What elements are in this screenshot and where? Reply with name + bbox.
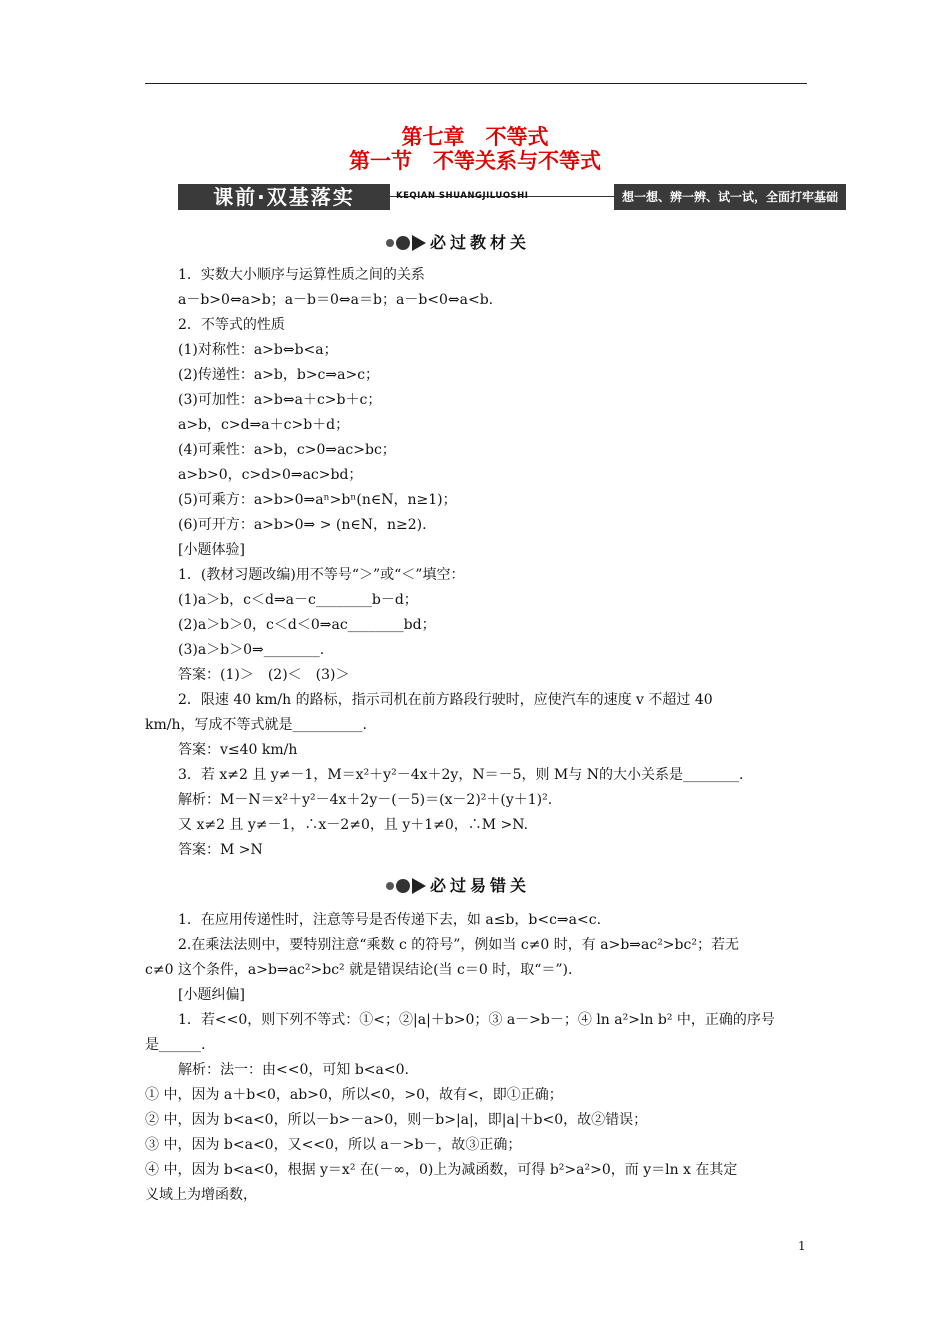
text-line: 答案：M >N	[178, 842, 263, 858]
text-line: 1．实数大小顺序与运算性质之间的关系	[178, 267, 425, 283]
text-line: ③ 中，因为 b<a<0，又<<0，所以 a－>b－，故③正确；	[145, 1137, 522, 1153]
text-line: 3．若 x≠2 且 y≠－1，M＝x²＋y²－4x＋2y，N＝－5，则 M与 N的大小关系是________.	[178, 767, 744, 783]
text-line: ④ 中，因为 b<a<0，根据 y＝x² 在(－∞，0)上为减函数，可得 b²>a²>0，而 y＝ln x 在其定	[145, 1162, 738, 1178]
banner-right-label: 想一想、辨一辨、试一试，全面打牢基础	[614, 184, 846, 210]
text-line: (6)可开方：a>b>0⇒ > (n∈N，n≥2).	[178, 517, 427, 533]
top-rule	[145, 83, 807, 84]
text-line: 1．(教材习题改编)用不等号“＞”或“＜”填空：	[178, 567, 465, 583]
text-line: 答案：v≤40 km/h	[178, 742, 298, 758]
text-line: ② 中，因为 b<a<0，所以－b>－a>0，则－b>|a|，即|a|＋b<0，故②错误；	[145, 1112, 648, 1128]
banner-left-label: 课前·双基落实	[178, 184, 390, 210]
section-title: 第一节 不等关系与不等式	[349, 148, 601, 173]
text-line: ① 中，因为 a＋b<0，ab>0，所以<0，>0，故有<，即①正确；	[145, 1087, 563, 1103]
section-heading-errors	[386, 875, 626, 897]
text-line: [小题体验]	[178, 542, 245, 558]
text-line: (2)a＞b＞0，c＜d＜0⇒ac________bd；	[178, 617, 436, 633]
text-line: (3)a＞b＞0⇒________.	[178, 642, 325, 658]
text-line: 1．若<<0，则下列不等式：①<；②|a|＋b>0；③ a－>b－；④ ln a²>ln b² 中，正确的序号	[178, 1012, 775, 1028]
text-line: 又 x≠2 且 y≠－1，∴x－2≠0，且 y＋1≠0，∴M >N.	[178, 817, 529, 833]
text-line: a－b>0⇔a>b；a－b＝0⇔a＝b；a－b<0⇔a<b.	[178, 292, 494, 308]
section-heading-label: 必过教材关	[430, 233, 531, 252]
text-line: 解析：M－N＝x²＋y²－4x＋2y－(－5)＝(x－2)²＋(y＋1)².	[178, 792, 553, 808]
text-line: a>b>0，c>d>0⇒ac>bd；	[178, 467, 363, 483]
text-line: (3)可加性：a>b⇔a＋c>b＋c；	[178, 392, 382, 408]
text-line: [小题纠偏]	[178, 987, 245, 1003]
banner	[178, 184, 846, 210]
section-heading-textbook	[386, 232, 626, 254]
text-line: 解析：法一：由<<0，可知 b<a<0.	[178, 1062, 409, 1078]
text-line: 2.在乘法法则中，要特别注意“乘数 c 的符号”，例如当 c≠0 时，有 a>b⇒ac²>bc²；若无	[178, 937, 739, 953]
text-line: 1．在应用传递性时，注意等号是否传递下去，如 a≤b，b<c⇒a<c.	[178, 912, 602, 928]
text-line: 义域上为增函数，	[145, 1187, 257, 1203]
text-line: (2)传递性：a>b，b>c⇒a>c；	[178, 367, 380, 383]
text-line: (1)a＞b，c＜d⇒a－c________b－d；	[178, 592, 418, 608]
text-line: (1)对称性：a>b⇔b<a；	[178, 342, 338, 358]
text-line: km/h，写成不等式就是__________.	[145, 717, 367, 733]
text-line: a>b，c>d⇒a＋c>b＋d；	[178, 417, 350, 433]
banner-pinyin: KEQIAN SHUANGJILUOSHI	[396, 191, 529, 201]
text-line: 2．不等式的性质	[178, 317, 285, 333]
chapter-title: 第七章 不等式	[401, 124, 549, 149]
text-line: (4)可乘性：a>b，c>0⇒ac>bc；	[178, 442, 396, 458]
text-line: 答案：(1)＞ (2)＜ (3)＞	[178, 667, 350, 683]
text-line: c≠0 这个条件，a>b⇒ac²>bc² 就是错误结论(当 c＝0 时，取“＝”).	[145, 962, 573, 978]
text-line: (5)可乘方：a>b>0⇒aⁿ>bⁿ(n∈N，n≥1)；	[178, 492, 457, 508]
section-heading-label: 必过易错关	[430, 876, 531, 895]
text-line: 是______.	[145, 1037, 206, 1053]
text-line: 2．限速 40 km/h 的路标，指示司机在前方路段行驶时，应使汽车的速度 v 不超过 40	[178, 692, 713, 708]
page-number: 1	[798, 1239, 806, 1253]
